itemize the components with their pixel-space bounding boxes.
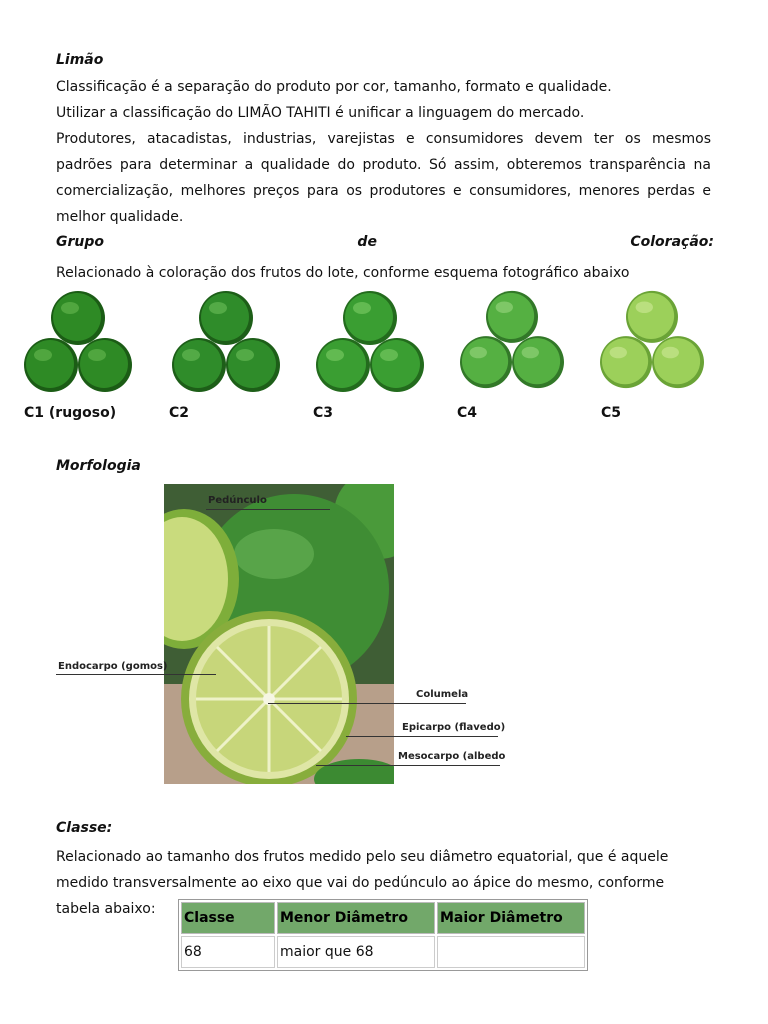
lime-highlight [326,349,344,361]
lime-fruit [602,338,648,384]
table-cell-menor-diametro: maior que 68 [277,936,435,968]
table-header-menor-diametro: Menor Diâmetro [277,902,435,934]
color-group-c5-label: C5 [601,405,622,421]
lime-fruit [488,293,534,339]
lime-fruit [201,293,249,341]
lime-highlight [380,349,398,361]
lime-highlight [470,347,487,359]
lime-fruit [462,338,508,384]
lime-highlight [496,301,513,313]
lime-fruit [26,340,74,388]
lime-highlight [636,301,653,313]
table-cell-classe: 68 [181,936,275,968]
lime-fruit [654,338,700,384]
lime-fruit [53,293,101,341]
grupo-heading-word-1: Grupo [56,234,105,250]
color-group-c3-image [314,288,426,396]
table-header-maior-diametro: Maior Diâmetro [437,902,585,934]
lime-fruit [174,340,222,388]
grupo-description: Relacionado à coloração dos frutos do lote, conforme esquema fotográfico abaixo [56,265,630,281]
morfologia-heading: Morfologia [56,458,141,474]
mesocarp-pointer [316,765,500,766]
lime-highlight [522,347,539,359]
color-group-c5-image [600,288,704,392]
mesocarp-label: Mesocarpo (albedo [398,751,506,762]
intro-paragraph-1: Classificação é a separação do produto por cor, tamanho, formato e qualidade. [56,79,612,95]
lime-highlight [610,347,627,359]
table-header-row [181,902,585,934]
lime-highlight [61,302,79,314]
table-cell-maior-diametro [437,936,585,968]
color-group-c4-label: C4 [457,405,478,421]
lime-highlight [88,349,106,361]
lime-fruit [628,293,674,339]
lime-fruit [345,293,393,341]
lime-fruit [318,340,366,388]
lime-highlight [236,349,254,361]
grupo-heading-word-3: Coloração: [630,234,714,250]
peduncle-label: Pedúnculo [208,495,267,506]
endocarp-pointer [56,674,216,675]
color-group-c4-image [460,288,564,392]
grupo-heading [56,234,714,250]
color-group-c2-image [170,288,282,396]
endocarp-label: Endocarpo (gomos) [58,661,168,672]
title-heading: Limão [56,52,104,68]
classe-table [178,899,588,971]
columella-label: Columela [416,689,469,700]
lime-highlight [353,302,371,314]
color-group-c1-image [24,288,132,396]
lime-fruit [228,340,276,388]
grupo-heading-word-2: de [357,234,377,250]
peduncle-pointer [206,509,330,510]
table-header-classe: Classe [181,902,275,934]
intro-paragraph-2: Utilizar a classificação do LIMÃO TAHITI é unificar a linguagem do mercado. [56,105,585,121]
classe-description: Relacionado ao tamanho dos frutos medido pelo seu diâmetro equatorial, que é aquele medido transversalmente ao eixo que vai do pedúnculo ao ápice do mesmo, conforme tabela abaixo: [56,849,669,917]
epicarp-pointer [346,736,498,737]
lime-fruit [372,340,420,388]
epicarp-label: Epicarpo (flavedo) [402,722,506,733]
color-group-c1-label: C1 (rugoso) [24,405,117,421]
lime-fruit [514,338,560,384]
classe-heading: Classe: [56,820,113,836]
lime-highlight [209,302,227,314]
lime-morphology-photo [164,484,394,784]
lime-fruit [80,340,128,388]
table-row [181,936,585,968]
columella-pointer [268,703,466,704]
color-group-c2-label: C2 [169,405,190,421]
intro-paragraph-3: Produtores, atacadistas, industrias, varejistas e consumidores devem ter os mesmos padrões para determinar a qualidade do produto. Só assim, obteremos transparência na comercialização, melhores preços para os produtores e consumidores, menores perdas e melhor qualidade. [56,131,711,225]
lime-highlight [34,349,52,361]
lime-highlight [182,349,200,361]
color-group-c3-label: C3 [313,405,334,421]
lime-highlight [662,347,679,359]
